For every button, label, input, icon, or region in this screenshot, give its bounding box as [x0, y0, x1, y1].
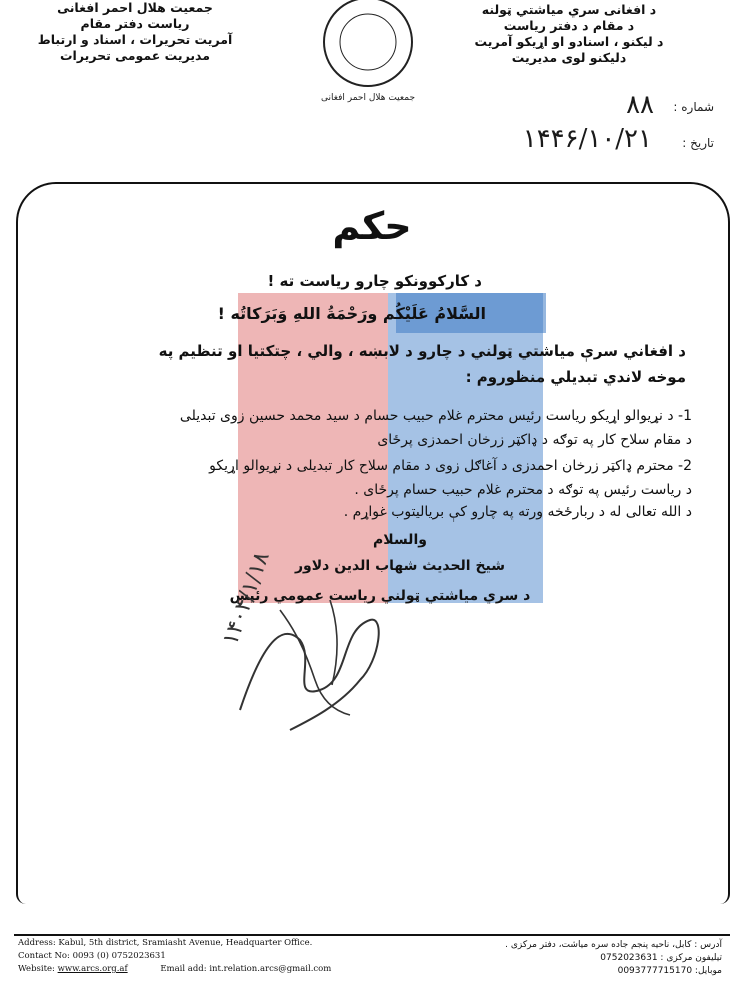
date-label: تاریخ : [682, 136, 714, 150]
header-left-line: مدیریت عمومی تحریرات [60, 48, 210, 63]
website-label: Website: [18, 964, 55, 974]
greeting-line: السَّلامُ عَلَیْکُم ورَحْمَةُ اللهِ وَبَرَکاتُه ! [217, 304, 486, 323]
footer-web-row [18, 964, 331, 974]
handwritten-date-note: ۱۴۰۴/۱/۱۸ [218, 548, 275, 649]
watermark-blue-band [388, 293, 543, 603]
header-left-line: آمریت تحریرات ، اسناد و ارتباط [37, 32, 233, 47]
order-item-1-line-1: 1- د نړیوالو اړیکو ریاست رئیس محترم غلام حبیب حسام د سید محمد حسین زوی تبدیلی [179, 408, 692, 424]
footer-phone-fa: تیلیفون مرکزی : 0752023631 [600, 953, 722, 963]
header-right-block [464, 2, 674, 66]
number-label: شماره : [673, 100, 714, 114]
header-left-line: ریاست دفتر مقام [80, 16, 190, 31]
footer-mobile-fa: موبایل: 0093777715170 [617, 966, 722, 976]
intro-line-1: د افغاني سرې میاشتي ټولني د چارو د لابښه ، والي ، چتکتیا او تنظیم په [158, 342, 686, 360]
order-item-2-line-2: د ریاست رئیس په توګه د محترم غلام حبیب حسام پرځای . [354, 482, 692, 498]
closing-text: والسلام [373, 532, 427, 548]
footer-contact-en: Contact No: 0093 (0) 0752023631 [18, 951, 166, 961]
website-link[interactable]: www.arcs.org.af [57, 964, 128, 974]
signer-name: شیخ الحدیث شهاب الدین دلاور [294, 558, 506, 574]
header-right-line: دلیکنو لوی مدیریت [511, 50, 627, 65]
footer-divider [14, 934, 730, 936]
header-right-line: د مقام د دفتر ریاست [503, 18, 635, 33]
order-item-2-line-1: 2- محترم ډاکټر زرخان احمدزی د آغاګل زوی د مقام سلاح کار تبدیلی د نړیوالو اړیکو [209, 458, 692, 474]
email-label: Email add: [160, 964, 207, 974]
footer-address-en: Address: Kabul, 5th district, Sramiasht Avenue, Headquarter Office. [18, 938, 313, 948]
order-item-1-line-2: د مقام سلاح کار په توګه د ډاکټر زرخان احمدزی پرځای [377, 432, 692, 448]
header-right-line: د لیکنو ، اسنادو او اړیکو آمریت [474, 34, 664, 49]
header-right-line: د افغانی سري میاشتي ټولنه [481, 2, 657, 17]
document-title: حکم [332, 204, 412, 248]
header-left-line: جمعیت هلال احمر افغانی [57, 0, 213, 15]
footer-address-fa: آدرس : کابل، ناحیه پنجم جاده سره میاشت، دفتر مرکزی . [505, 940, 722, 950]
red-crescent-logo [298, 0, 438, 110]
number-value: ۸۸ [626, 90, 654, 120]
intro-line-2: موخه لاندي تبدیلي منظوروم : [465, 368, 686, 386]
addressee-line: د کارکوونکو چارو ریاست ته ! [267, 272, 482, 290]
email-link[interactable]: int.relation.arcs@gmail.com [209, 964, 332, 974]
logo-caption: جمعیت هلال احمر افغانی [320, 93, 416, 103]
order-item-2-line-3: د الله تعالی له د ربارځخه ورته په چارو کې بریالیتوب غواړم . [343, 504, 692, 520]
header-left-block [30, 0, 240, 64]
date-value: ۱۴۴۶/۱۰/۲۱ [522, 124, 652, 154]
signer-title: د سري میاشتي ټولني ریاست عمومي رئیس [229, 588, 531, 604]
